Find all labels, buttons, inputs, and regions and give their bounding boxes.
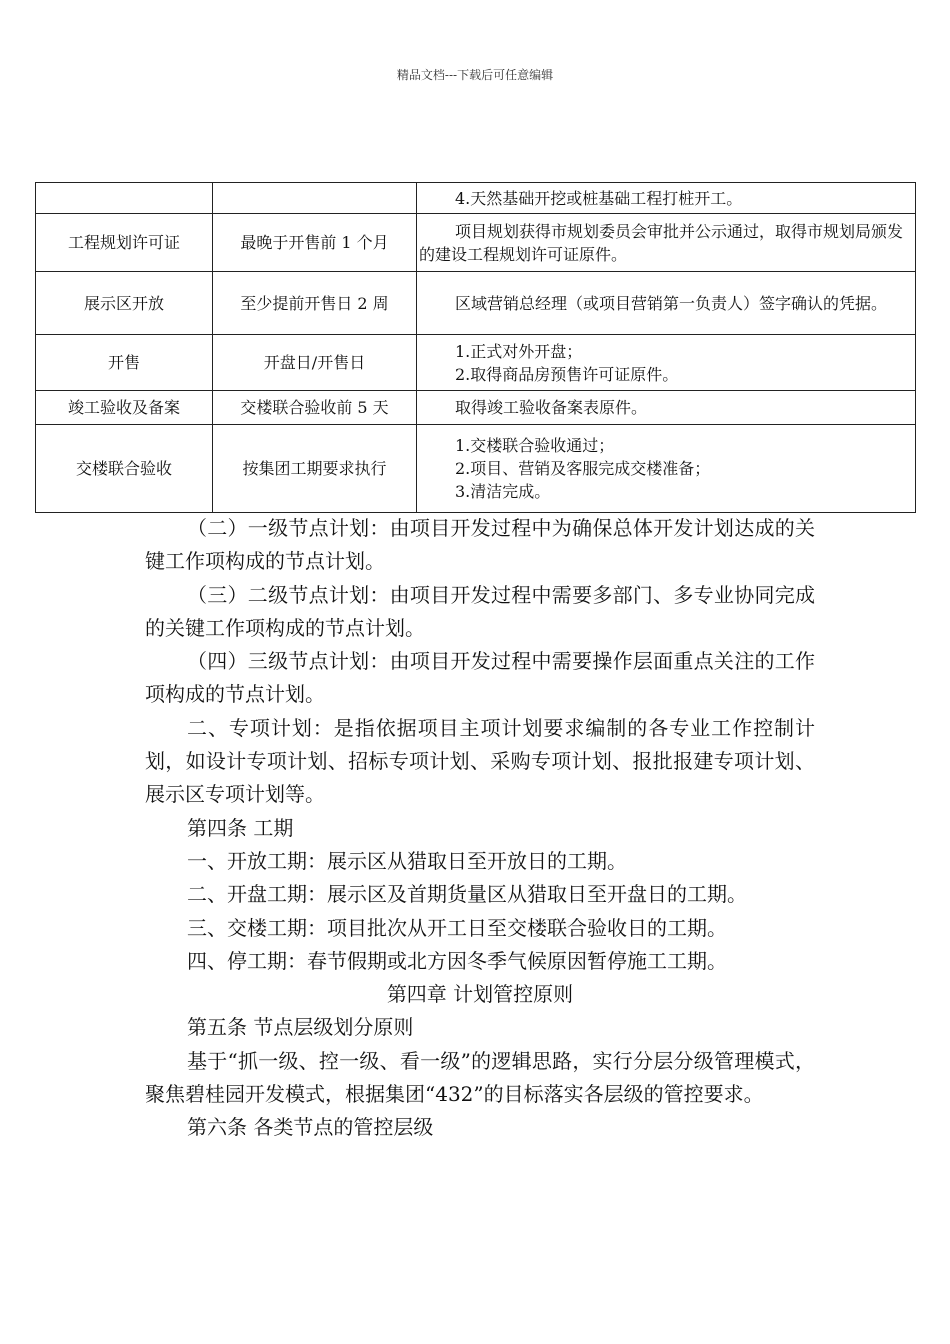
- table-row: [36, 425, 916, 513]
- criteria-cell: [417, 214, 916, 272]
- table-row: [36, 183, 916, 214]
- criteria-cell: [417, 183, 916, 214]
- deadline-cell: 交楼联合验收前 5 天: [213, 391, 417, 425]
- criteria-cell: [417, 335, 916, 391]
- table-row: [36, 391, 916, 425]
- paragraph: 基于“抓一级、控一级、看一级”的逻辑思路，实行分层分级管理模式，聚焦碧桂园开发模式，根据集团“432”的目标落实各层级的管控要求。: [145, 1048, 815, 1107]
- article-heading: 第六条 各类节点的管控层级: [187, 1115, 434, 1140]
- body-text: [145, 512, 815, 1145]
- node-name-cell: 工程规划许可证: [36, 214, 213, 272]
- node-name-cell: 竣工验收及备案: [36, 391, 213, 425]
- criteria-line: 2.取得商品房预售许可证原件。: [455, 364, 679, 384]
- table-row: [36, 335, 916, 391]
- node-plan-table: [35, 182, 916, 513]
- paragraph: 二、专项计划：是指依据项目主项计划要求编制的各专业工作控制计划，如设计专项计划、招标专项计划、采购专项计划、报批报建专项计划、展示区专项计划等。: [145, 715, 815, 807]
- paragraph: 二、开盘工期：展示区及首期货量区从猎取日至开盘日的工期。: [187, 882, 747, 907]
- table-row: [36, 214, 916, 272]
- node-name-cell: [36, 183, 213, 214]
- criteria-line: 取得竣工验收备案表原件。: [455, 398, 648, 417]
- criteria-line: 1.正式对外开盘；: [455, 341, 583, 361]
- criteria-text: 项目规划获得市规划委员会审批并公示通过，取得市规划局颁发的建设工程规划许可证原件。: [419, 221, 904, 264]
- paragraph: （三）二级节点计划：由项目开发过程中需要多部门、多专业协同完成的关键工作项构成的节点计划。: [145, 582, 815, 640]
- deadline-cell: 最晚于开售前 1 个月: [213, 214, 417, 272]
- table-row: [36, 272, 916, 335]
- criteria-line: 3.清洁完成。: [455, 482, 551, 501]
- paragraph: （二）一级节点计划：由项目开发过程中为确保总体开发计划达成的关键工作项构成的节点计划。: [145, 516, 815, 574]
- deadline-cell: 开盘日/开售日: [213, 335, 417, 391]
- paragraph: 三、交楼工期：项目批次从开工日至交楼联合验收日的工期。: [187, 915, 727, 940]
- chapter-heading: 第四章 计划管控原则: [386, 982, 574, 1007]
- paragraph: 四、停工期：春节假期或北方因冬季气候原因暂停施工工期。: [187, 948, 727, 973]
- criteria-text: 区域营销总经理（或项目营销第一负责人）签字确认的凭据。: [455, 293, 888, 313]
- deadline-cell: 按集团工期要求执行: [213, 425, 417, 513]
- node-name-cell: 交楼联合验收: [36, 425, 213, 513]
- criteria-cell: [417, 425, 916, 513]
- article-heading: 第五条 节点层级划分原则: [187, 1015, 414, 1040]
- criteria-cell: [417, 272, 916, 335]
- paragraph: 一、开放工期：展示区从猎取日至开放日的工期。: [187, 848, 627, 873]
- paragraph: （四）三级节点计划：由项目开发过程中需要操作层面重点关注的工作项构成的节点计划。: [145, 649, 815, 707]
- article-heading: 第四条 工期: [187, 815, 294, 840]
- node-name-cell: 开售: [36, 335, 213, 391]
- deadline-cell: 至少提前开售日 2 周: [213, 272, 417, 335]
- page-header: 精品文档---下载后可任意编辑: [396, 68, 554, 82]
- criteria-line: 2.项目、营销及客服完成交楼准备；: [455, 459, 711, 478]
- deadline-cell: [213, 183, 417, 214]
- node-name-cell: 展示区开放: [36, 272, 213, 335]
- criteria-line: 1.交楼联合验收通过；: [455, 436, 615, 455]
- criteria-line: 4.天然基础开挖或桩基础工程打桩开工。: [455, 188, 743, 208]
- criteria-cell: [417, 391, 916, 425]
